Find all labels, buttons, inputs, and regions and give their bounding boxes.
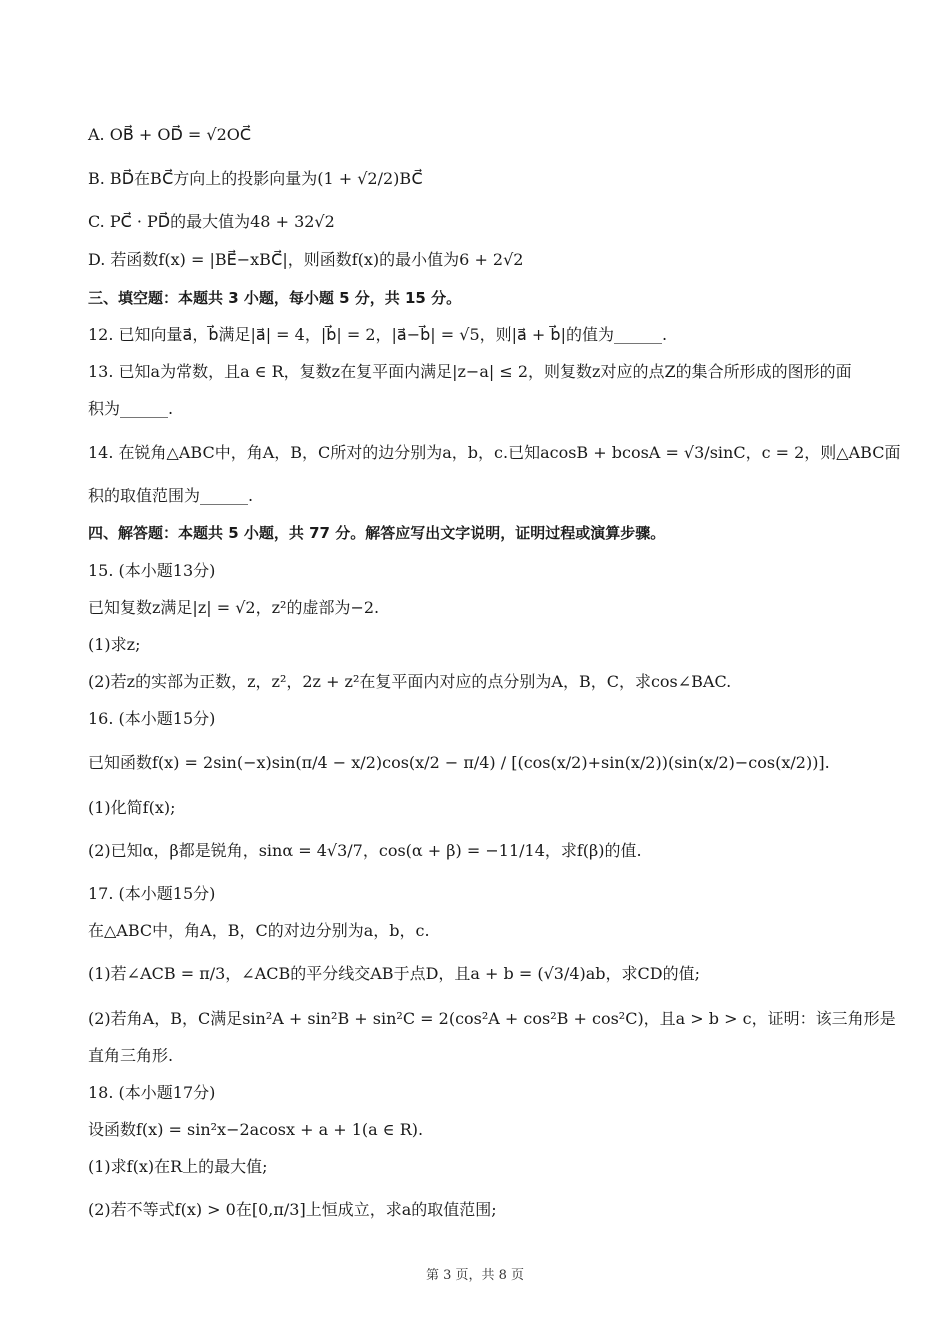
question-17-part2-line2: 直角三角形. bbox=[88, 1046, 174, 1065]
page-footer: 第 3 页，共 8 页 bbox=[425, 1268, 525, 1283]
question-15-stem: 已知复数z满足|z| = √2，z²的虚部为−2. bbox=[88, 598, 380, 617]
option-b: B. BD⃗在BC⃗方向上的投影向量为(1 + √2/2)BC⃗ bbox=[88, 169, 423, 188]
option-c: C. PC⃗ · PD⃗的最大值为48 + 32√2 bbox=[88, 212, 335, 231]
question-18-part1: (1)求f(x)在R上的最大值; bbox=[88, 1157, 268, 1176]
question-16-part1: (1)化简f(x); bbox=[88, 798, 176, 817]
question-12: 12. 已知向量a⃗，b⃗满足|a⃗| = 4，|b⃗| = 2，|a⃗−b⃗| = √5，则|a⃗ + b⃗|的值为______. bbox=[88, 325, 668, 344]
question-13-line2: 积为______. bbox=[88, 399, 174, 418]
question-18-stem: 设函数f(x) = sin²x−2acosx + a + 1(a ∈ R). bbox=[88, 1120, 424, 1139]
question-17-part2-line1: (2)若角A，B，C满足sin²A + sin²B + sin²C = 2(cos²A + cos²B + cos²C)，且a > b > c，证明：该三角形是 bbox=[88, 1009, 896, 1028]
option-a: A. OB⃗ + OD⃗ = √2OC⃗ bbox=[88, 125, 252, 144]
question-18-part2: (2)若不等式f(x) > 0在[0,π/3]上恒成立，求a的取值范围; bbox=[88, 1200, 497, 1219]
section3-heading: 三、填空题：本题共 3 小题，每小题 5 分，共 15 分。 bbox=[88, 289, 462, 307]
question-14-line1: 14. 在锐角△ABC中，角A，B，C所对的边分别为a，b，c.已知acosB + bcosA = √3/sinC，c = 2，则△ABC面 bbox=[88, 443, 901, 462]
question-15-header: 15. (本小题13分) bbox=[88, 561, 216, 580]
question-16-part2: (2)已知α，β都是锐角，sinα = 4√3/7，cos(α + β) = −11/14，求f(β)的值. bbox=[88, 841, 642, 860]
question-17-stem: 在△ABC中，角A，B，C的对边分别为a，b，c. bbox=[88, 921, 430, 940]
question-16-stem: 已知函数f(x) = 2sin(−x)sin(π/4 − x/2)cos(x/2 − π/4) / [(cos(x/2)+sin(x/2))(sin(x/2)−cos(x/2))]. bbox=[88, 753, 830, 772]
question-15-part2: (2)若z的实部为正数，z，z²，2z + z²在复平面内对应的点分别为A，B，C，求cos∠BAC. bbox=[88, 672, 732, 691]
question-13-line1: 13. 已知a为常数，且a ∈ R，复数z在复平面内满足|z−a| ≤ 2，则复数z对应的点Z的集合所形成的图形的面 bbox=[88, 362, 852, 381]
option-d: D. 若函数f(x) = |BE⃗−xBC⃗|，则函数f(x)的最小值为6 + 2√2 bbox=[88, 250, 524, 269]
question-18-header: 18. (本小题17分) bbox=[88, 1083, 216, 1102]
question-14-line2: 积的取值范围为______. bbox=[88, 486, 254, 505]
question-16-header: 16. (本小题15分) bbox=[88, 709, 216, 728]
question-17-header: 17. (本小题15分) bbox=[88, 884, 216, 903]
section4-heading: 四、解答题：本题共 5 小题，共 77 分。解答应写出文字说明，证明过程或演算步骤。 bbox=[88, 524, 666, 542]
question-17-part1: (1)若∠ACB = π/3，∠ACB的平分线交AB于点D，且a + b = (√3/4)ab，求CD的值; bbox=[88, 964, 701, 983]
question-15-part1: (1)求z; bbox=[88, 635, 141, 654]
